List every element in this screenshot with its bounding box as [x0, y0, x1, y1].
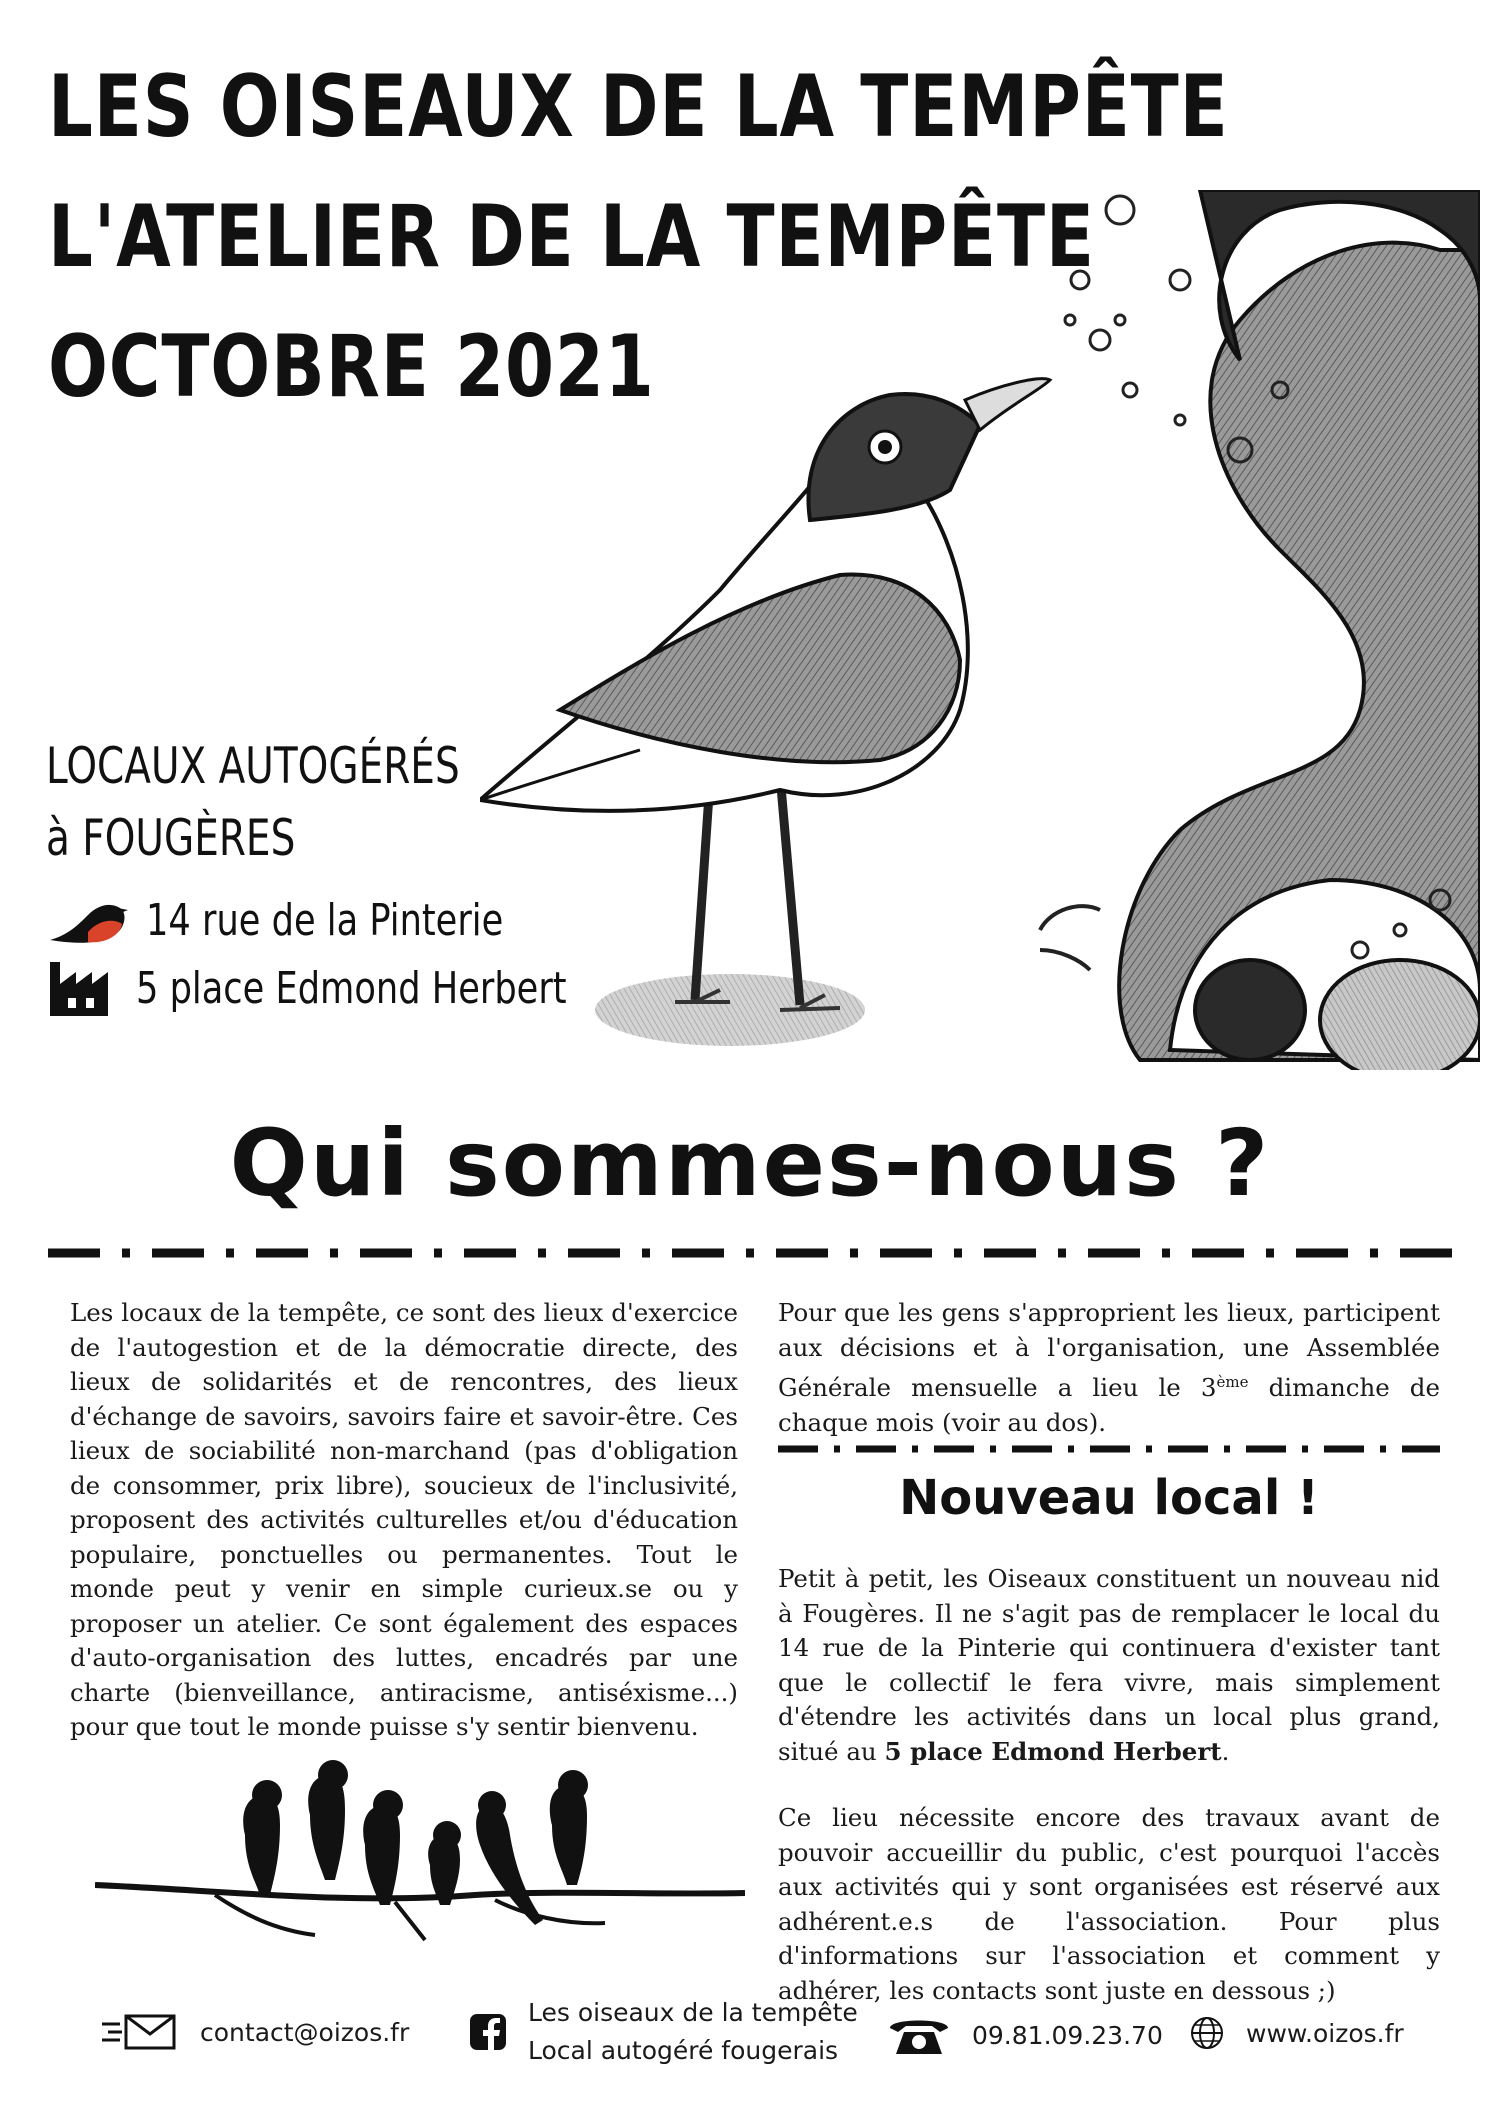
footer-website-text: www.oizos.fr [1246, 2018, 1404, 2048]
footer-website[interactable] [1190, 2016, 1404, 2050]
locaux-heading [46, 730, 460, 874]
title-line-3: OCTOBRE 2021 [48, 317, 655, 417]
nouveau-text-1 [778, 1562, 1440, 1769]
footer-facebook[interactable] [470, 1994, 858, 2070]
ag-text-before: Pour que les gens s'approprient les lieux, participent aux décisions et à l'organisation, une Assemblée Générale mensuelle a lieu le 3 [778, 1298, 1440, 1403]
footer-phone-text: 09.81.09.23.70 [972, 2020, 1163, 2050]
nouveau-text-1-after: . [1221, 1736, 1230, 1766]
section-heading-nouveau: Nouveau local ! [899, 1470, 1319, 1526]
footer-facebook-line1: Les oiseaux de la tempête [528, 1998, 858, 2027]
ag-text [778, 1296, 1440, 1440]
nouveau-text-1-before: Petit à petit, les Oiseaux constituent un nouveau nid à Fougères. Il ne s'agit pas de remplacer le local du 14 rue de la Pinterie qui continuera d'exister tant que le collectif le fera vivre, mais simplement d'étendre les activités dans un local plus grand, situé au [778, 1564, 1440, 1766]
address-1: 14 rue de la Pinterie [146, 894, 504, 946]
ag-text-after: dimanche de chaque mois (voir au dos). [778, 1373, 1440, 1437]
nouveau-address-bold: 5 place Edmond Herbert [884, 1736, 1222, 1766]
footer-email-text: contact@oizos.fr [200, 2017, 410, 2047]
title-line-2: L'ATELIER DE LA TEMPÊTE [48, 187, 1095, 287]
ag-text-sup: ème [1216, 1373, 1249, 1391]
footer-phone[interactable] [888, 2014, 1163, 2056]
section-heading-qui: Qui sommes-nous ? [229, 1110, 1271, 1217]
mail-icon [100, 2012, 178, 2052]
divider-dashed [48, 1246, 1458, 1260]
footer-email[interactable] [100, 2012, 409, 2052]
phone-icon [888, 2014, 950, 2056]
nouveau-text-2: Ce lieu nécessite encore des travaux avant de pouvoir accueillir du public, c'est pourquoi l'accès aux activités qui y sont organisées est réservé aux adhérent.e.s de l'association. Pour plus d'informations sur l'association et comment y adhérer, les contacts sont juste en dessous ;) [778, 1803, 1440, 2005]
address-edmond-herbert [48, 958, 674, 1018]
footer-facebook-line2: Local autogéré fougerais [528, 2036, 839, 2065]
nouveau-paragraph [778, 1562, 1440, 2040]
factory-icon [48, 958, 118, 1018]
ag-paragraph [778, 1296, 1440, 1440]
footer-facebook-text [528, 1994, 858, 2070]
bird-icon [48, 890, 128, 950]
qui-text: Les locaux de la tempête, ce sont des lieux d'exercice de l'autogestion et de la démocratie directe, des lieux de solidarités et de rencontres, des lieux d'échange de savoirs, savoirs faire et savoir-être. Ces lieux de sociabilité non-marchand (pas d'obligation de consommer, prix libre), soucieux de l'inclusivité, proposent des activités culturelles et/ou d'éducation populaire, ponctuelles ou permanentes. Tout le monde peut y venir en simple curieux.se ou y proposer un atelier. Ce sont également des espaces d'auto-organisation des luttes, encadrés par une charte (bienveillance, antiracisme, antiséxisme...) pour que tout le monde puisse s'y sentir bienvenu. [70, 1298, 738, 1741]
address-pinterie [48, 890, 593, 950]
divider-dashed-right [778, 1444, 1440, 1454]
seagull-illustration [480, 190, 1480, 1070]
title-line-1: LES OISEAUX DE LA TEMPÊTE [48, 57, 1229, 157]
locaux-line-2: à FOUGÈRES [46, 809, 296, 867]
locaux-line-1: LOCAUX AUTOGÉRÉS [46, 737, 460, 795]
globe-icon [1190, 2016, 1224, 2050]
facebook-icon [470, 2014, 506, 2050]
qui-paragraph [70, 1296, 738, 1777]
birds-on-branch [95, 1755, 745, 1945]
address-2: 5 place Edmond Herbert [136, 962, 567, 1014]
